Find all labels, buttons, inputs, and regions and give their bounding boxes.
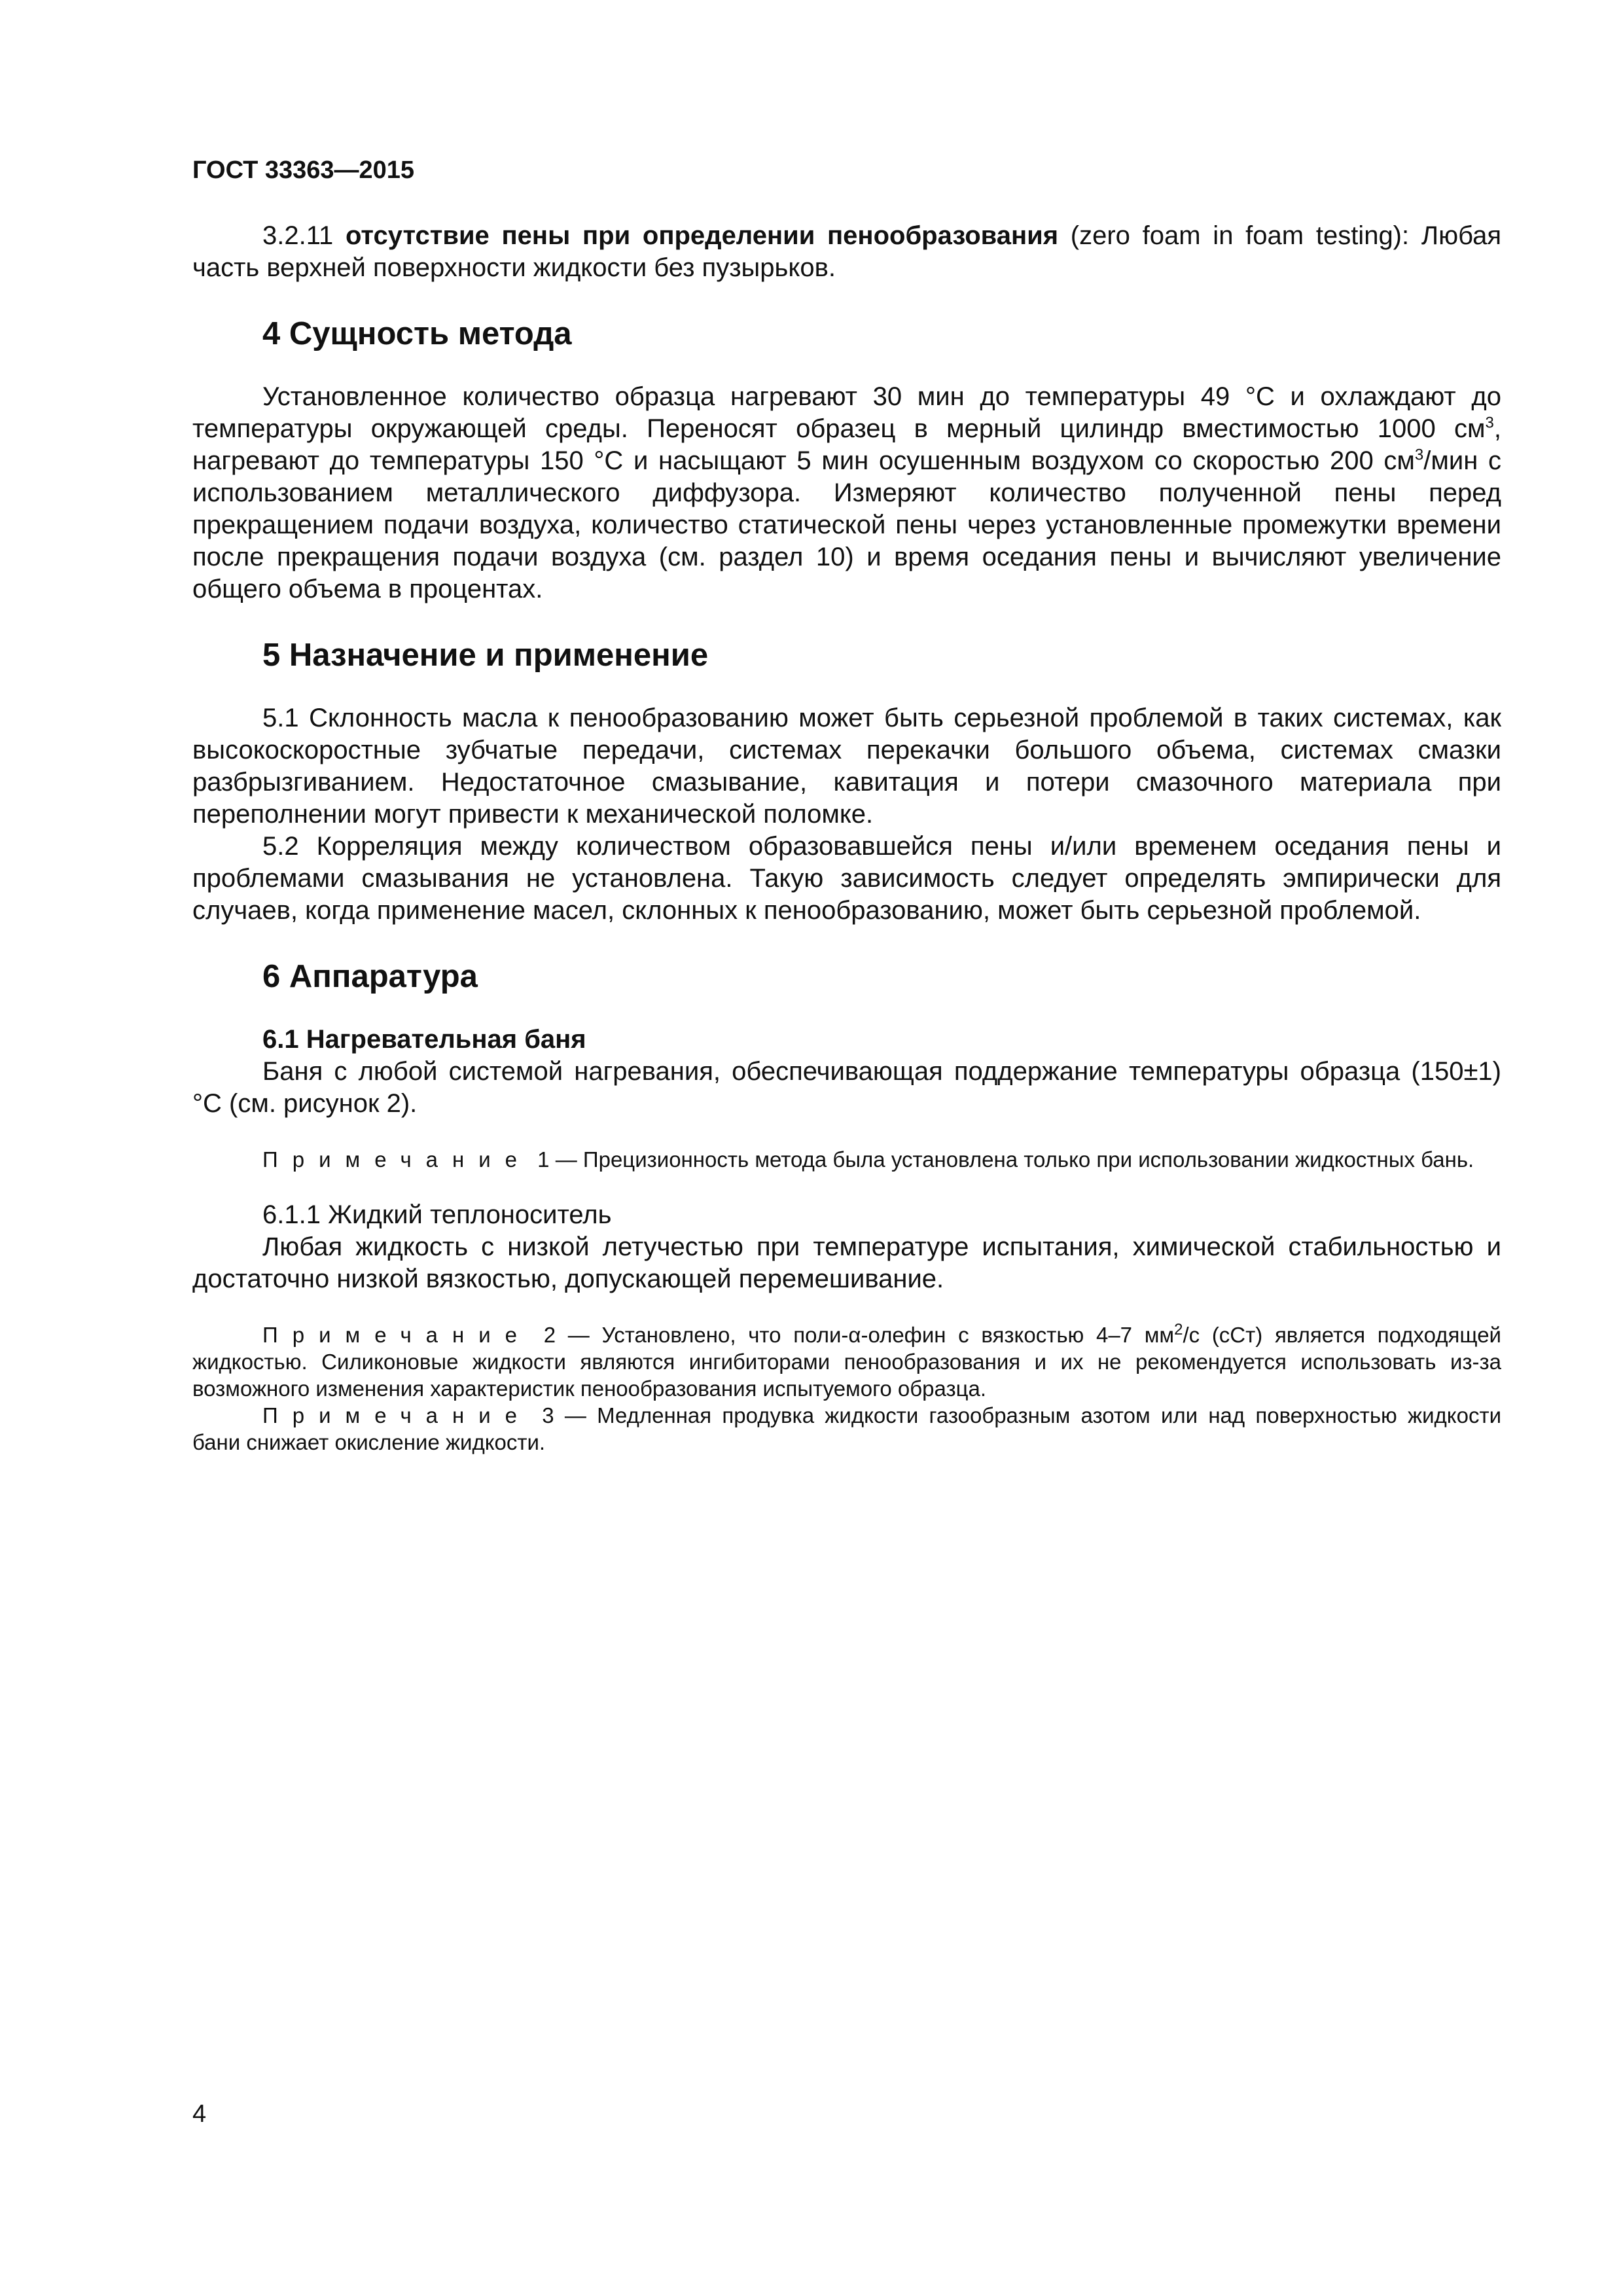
clause-number: 3.2.11 — [262, 221, 346, 250]
note-text: /с (сСт) является подходящей жидкостью. Силиконовые жидкости являются ингибиторами пенообразования и их не рекомендуется использовать из-за возможного изменения характеристик пенообразования испытуемого образца. — [192, 1323, 1501, 1401]
superscript: 3 — [1485, 414, 1494, 432]
page-number: 4 — [192, 2100, 207, 2128]
paragraph-6-1-1: Любая жидкость с низкой летучестью при температуре испытания, химической стабильностью и достаточно низкой вязкостью, допускающей перемешивание. — [192, 1232, 1501, 1293]
clause-3-2-11 — [192, 220, 1501, 284]
note-label: Примечание — [262, 1323, 532, 1347]
note-1 — [192, 1146, 1501, 1173]
superscript: 3 — [1414, 446, 1424, 464]
paragraph-5-2: 5.2 Корреляция между количеством образовавшейся пены и/или временем оседания пены и проблемами смазывания не установлена. Такую зависимость следует определять эмпирически для случаев, когда применение масел, склонных к пенообразованию, может быть серьезной проблемой. — [192, 832, 1501, 925]
note-text: 2 — Установлено, что поли-α-олефин с вязкостью 4–7 мм — [531, 1323, 1175, 1347]
note-3 — [192, 1402, 1501, 1456]
paragraph-6-1: Баня с любой системой нагревания, обеспечивающая поддержание температуры образца (150±1) °С (см. рисунок 2). — [192, 1057, 1501, 1118]
section-4-paragraph — [192, 381, 1501, 605]
section-4-text-part: Установленное количество образца нагревают 30 мин до температуры 49 °С и охлаждают до температуры окружающей среды. Переносят образец в мерный цилиндр вместимостью 1000 см — [192, 382, 1501, 443]
superscript: 2 — [1174, 1321, 1183, 1338]
clause-definition: (zero foam in foam testing): Любая часть верхней поверхности жидкости без пузырьков. — [192, 221, 1502, 282]
clause-term: отсутствие пены при определении пенообразования — [345, 221, 1059, 250]
paragraph-5-1: 5.1 Склонность масла к пенообразованию может быть серьезной проблемой в таких системах, как высокоскоростные зубчатые передачи, системах перекачки большого объема, системах смазки разбрызгиванием. Недостаточное смазывание, кавитация и потери смазочного материала при переполнении могут привести к механической поломке. — [192, 704, 1501, 829]
section-5-heading: 5 Назначение и применение — [262, 637, 709, 673]
document-header-id: ГОСТ 33363—2015 — [192, 156, 415, 184]
section-6-heading: 6 Аппаратура — [262, 959, 478, 994]
note-text: 1 — Прецизионность метода была установлена только при использовании жидкостных бань. — [531, 1147, 1474, 1172]
subheading-6-1: 6.1 Нагревательная баня — [262, 1025, 586, 1054]
note-label: Примечание — [262, 1147, 532, 1172]
subheading-6-1-1: 6.1.1 Жидкий теплоноситель — [262, 1200, 612, 1229]
note-label: Примечание — [262, 1403, 532, 1427]
document-page — [192, 154, 1501, 1456]
section-4-heading: 4 Сущность метода — [262, 316, 572, 351]
note-2 — [192, 1321, 1501, 1402]
note-text: 3 — Медленная продувка жидкости газообразным азотом или над поверхностью жидкости бани снижает окисление жидкости. — [192, 1403, 1501, 1454]
section-4-text-part: /мин с использованием металлического диффузора. Измеряют количество полученной пены перед прекращением подачи воздуха, количество статической пены через установленные промежутки времени после прекращения подачи воздуха (см. раздел 10) и время оседания пены и вычисляют увеличение общего объема в процентах. — [192, 446, 1501, 603]
section-4-text-part: , нагревают до температуры 150 °С и насыщают 5 мин осушенным воздухом со скоростью 200 см — [192, 414, 1501, 475]
